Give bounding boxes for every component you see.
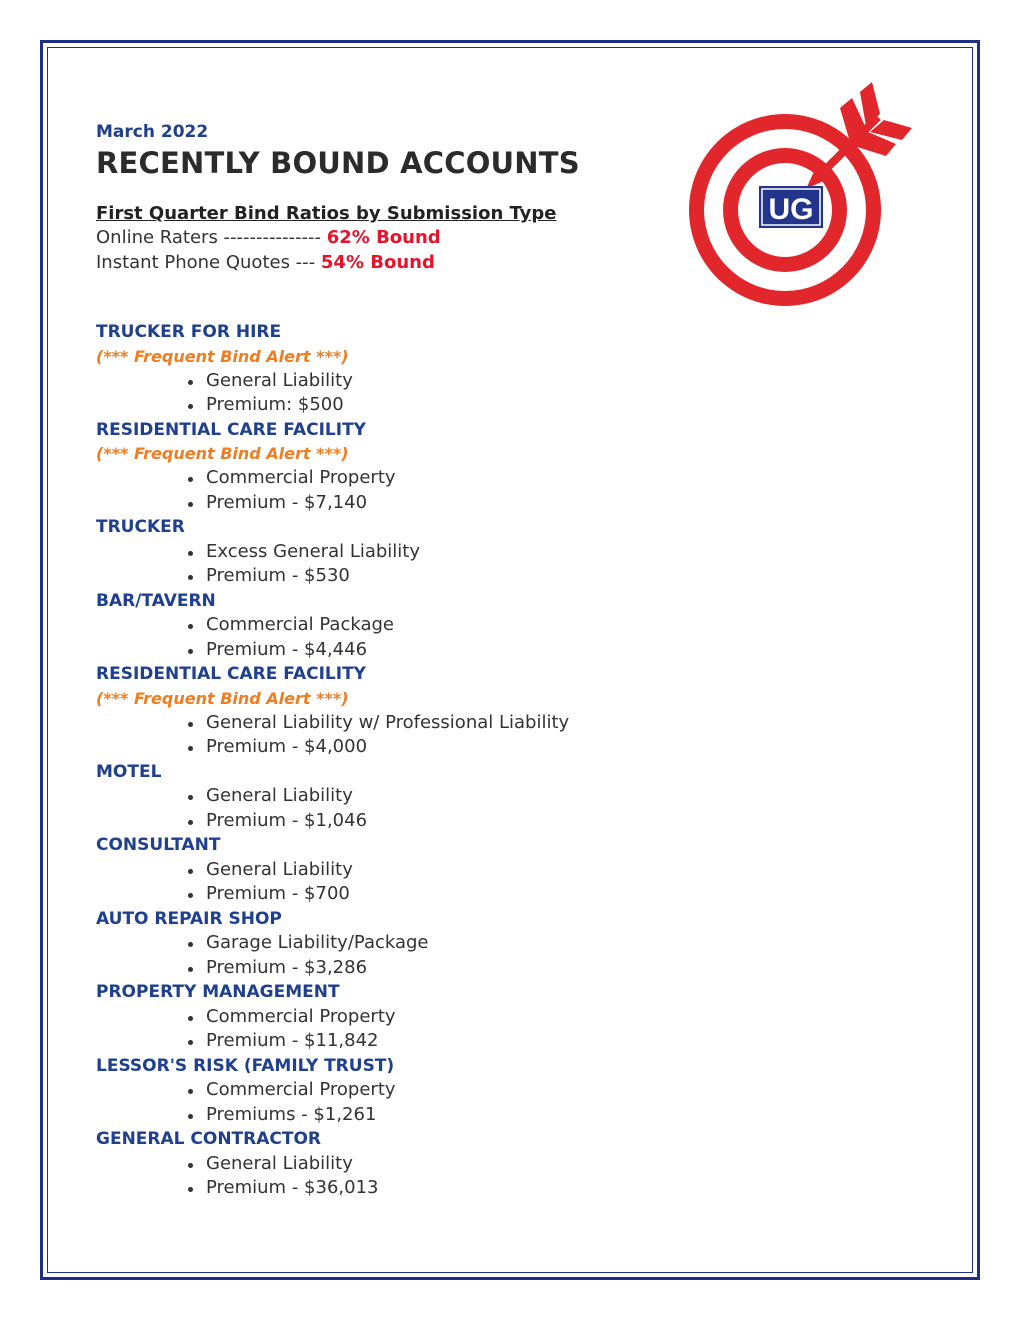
account-detail-item: Premium - $36,013 bbox=[96, 1176, 696, 1201]
ratio-row-phone bbox=[96, 251, 696, 276]
account-detail-item: Garage Liability/Package bbox=[96, 931, 696, 956]
month-label: March 2022 bbox=[96, 122, 209, 142]
account-detail-item: General Liability bbox=[96, 369, 696, 394]
account-name: BAR/TAVERN bbox=[96, 590, 216, 611]
account-detail-item: Premium - $7,140 bbox=[96, 491, 696, 516]
account-entry bbox=[96, 833, 696, 907]
ratio-label: Instant Phone Quotes --- bbox=[96, 251, 321, 273]
ratio-label: Online Raters --------------- bbox=[96, 227, 327, 248]
target-logo-icon bbox=[680, 82, 912, 314]
bind-ratios-section bbox=[96, 202, 696, 275]
account-details bbox=[96, 1078, 696, 1127]
accounts-list bbox=[96, 320, 696, 1201]
account-detail-item: Premium: $500 bbox=[96, 393, 696, 418]
account-detail-item: General Liability bbox=[96, 858, 696, 883]
account-entry bbox=[96, 1054, 696, 1128]
account-detail-item: General Liability w/ Professional Liability bbox=[96, 711, 696, 736]
account-detail-item: Premium - $3,286 bbox=[96, 956, 696, 981]
ratio-value: 62% Bound bbox=[326, 227, 441, 248]
frequent-bind-alert: (*** Frequent Bind Alert ***) bbox=[96, 346, 349, 366]
account-entry bbox=[96, 760, 696, 834]
account-entry bbox=[96, 418, 696, 516]
account-details bbox=[96, 613, 696, 662]
account-detail-item: Premium - $4,446 bbox=[96, 638, 696, 663]
account-name: AUTO REPAIR SHOP bbox=[96, 908, 282, 929]
newsletter-content bbox=[96, 120, 696, 1201]
account-name: MOTEL bbox=[96, 761, 162, 782]
page-title: RECENTLY BOUND ACCOUNTS bbox=[96, 146, 580, 180]
account-name: LESSOR'S RISK (FAMILY TRUST) bbox=[96, 1055, 395, 1076]
account-details bbox=[96, 931, 696, 980]
account-name: RESIDENTIAL CARE FACILITY bbox=[96, 664, 366, 684]
account-detail-item: Commercial Package bbox=[96, 613, 696, 638]
ratio-value: 54% Bound bbox=[320, 251, 435, 273]
account-detail-item: Premium - $530 bbox=[96, 564, 696, 589]
account-detail-item: Premiums - $1,261 bbox=[96, 1103, 696, 1128]
account-detail-item: Commercial Property bbox=[96, 1005, 696, 1030]
account-entry bbox=[96, 589, 696, 663]
account-detail-item: Premium - $700 bbox=[96, 882, 696, 907]
account-detail-item: Commercial Property bbox=[96, 1078, 696, 1103]
account-name: PROPERTY MANAGEMENT bbox=[96, 982, 340, 1002]
account-entry bbox=[96, 907, 696, 981]
account-entry bbox=[96, 662, 696, 760]
account-detail-item: General Liability bbox=[96, 784, 696, 809]
account-details bbox=[96, 858, 696, 907]
account-details bbox=[96, 711, 696, 760]
account-details bbox=[96, 784, 696, 833]
account-detail-item: Commercial Property bbox=[96, 466, 696, 491]
account-details bbox=[96, 1005, 696, 1054]
account-details bbox=[96, 369, 696, 418]
frequent-bind-alert: (*** Frequent Bind Alert ***) bbox=[96, 444, 349, 463]
account-name: GENERAL CONTRACTOR bbox=[96, 1129, 322, 1149]
account-name: CONSULTANT bbox=[96, 835, 221, 855]
account-name: TRUCKER bbox=[96, 517, 185, 537]
bind-ratios-heading: First Quarter Bind Ratios by Submission Type bbox=[96, 203, 557, 224]
account-name: RESIDENTIAL CARE FACILITY bbox=[96, 419, 366, 440]
account-detail-item: Premium - $11,842 bbox=[96, 1029, 696, 1054]
account-detail-item: Excess General Liability bbox=[96, 540, 696, 565]
account-detail-item: Premium - $1,046 bbox=[96, 809, 696, 834]
ratio-row-online bbox=[96, 226, 696, 251]
account-entry bbox=[96, 980, 696, 1054]
account-detail-item: Premium - $4,000 bbox=[96, 735, 696, 760]
account-details bbox=[96, 540, 696, 589]
account-detail-item: General Liability bbox=[96, 1152, 696, 1177]
account-details bbox=[96, 1152, 696, 1201]
account-entry bbox=[96, 515, 696, 589]
account-entry bbox=[96, 320, 696, 418]
logo-text: UG bbox=[768, 193, 814, 226]
account-name: TRUCKER FOR HIRE bbox=[96, 322, 282, 342]
account-entry bbox=[96, 1127, 696, 1201]
account-details bbox=[96, 466, 696, 515]
frequent-bind-alert: (*** Frequent Bind Alert ***) bbox=[96, 688, 349, 708]
